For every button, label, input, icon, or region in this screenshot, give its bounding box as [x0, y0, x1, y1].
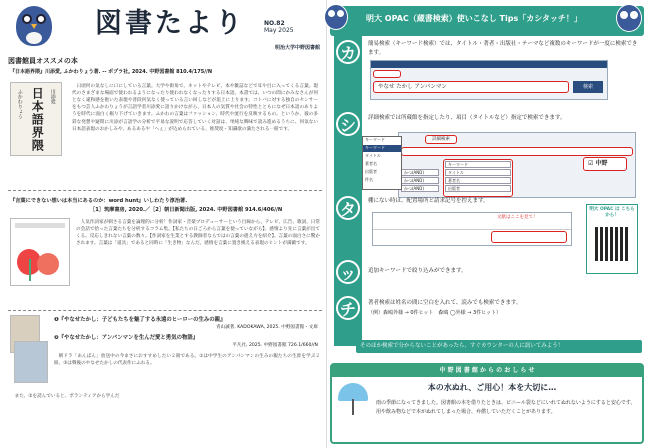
tip3-screenshot	[372, 212, 572, 246]
tip1-tab	[373, 70, 401, 78]
tip1-title: 簡易検索（キーワード検索）では、タイトル・著者・出版社・テーマなど複数のキーワードが一度に検索できます。	[368, 41, 638, 56]
book1-box	[8, 66, 322, 220]
notice-header: 中 野 図 書 館 か ら の お し ら せ	[332, 365, 642, 377]
tip2-location-row	[401, 147, 633, 156]
book3-pub1: 青山誠著. KADOKAWA, 2025. 中野図書館・文庫	[215, 325, 318, 330]
book2-text: 人気作詞家が刺さる言葉を論理的に分析！作詞家・音楽プロデューサーという目線から、テレビ、広告、歌詞、日常の会話で拾った言葉たちを分析するコラム集。【私たちの日ごろから言葉を使っていながら】、感情より先に言葉が出てくる。反応しきれない言葉の数々。【作詞家を生業とする教師者ならではの言葉の捉え方を紹介】、言葉の面白さに驚かされます。言葉は「道具」であると同時に「生き物」なんだ。感情を言葉に置き換える表現のヒントが満載です。	[76, 220, 320, 247]
book3-label1: ❶『やなせたかし：子どもたちを魅了する永遠のヒーローの生みの親』	[54, 317, 226, 323]
book3-label2: ❷『やなせたかし：アンパンマンを生んだ愛と勇気の物語』	[54, 335, 199, 341]
tips-bottom-note: そのほか検索で分からないことがあったら、すぐカウンターの人に訊いてみよう！	[356, 340, 642, 353]
tip1-search-button[interactable]: 検索	[573, 81, 603, 93]
cover-author: 川添愛	[49, 89, 56, 104]
notice-text: 雨の季節になってきました。図書館の本を借りたときは、ビニール袋などにいれてぬれないようにすると安心です。用や飲み物などで本がぬれてしまった場合、弁償していただくことがあります。	[376, 400, 636, 415]
book1-text: 日頃何の気なしに口にしている言葉。大学や街角で、ネットやテレビ、本や雑誌などで耳や目に入ってくる言葉。現代のさまざまな場面で使われるようになったり使われなくなったりする日本語。本書では、いつの間にかみなさんが何となく違和感を抱いた表現や普段何気なく使っている言い回しなどが俎上に上ります。コトバに対する独自のセンサーをもつ芸人ふかわりょうが言語学者川添愛に語りかけながら、日本人の気質や社会の特性とともになぜ日本語のありようを時代に面白く掘り下げていきます。ふかわの言葉はファッション、時代や流行を反映するもの。というか、彼の多彩な発想や疑問に川添が言語学の分析で平易な説明で応答していく対話は、単純な興味で読み進めるうちに、何気ない日本語表現のおかしみや、あるあるや「へぇ」が込められている、推奨度・知識欲の満たされる一冊です。	[72, 84, 318, 132]
tip2-dropdown-list: キーワード キーワード タイトル 著者名 出版者 件名	[362, 136, 402, 190]
book2-sub: ［1］筑摩書房, 2020.／［2］朝日新聞出版, 2024. 中野図書館 914.6/406//N	[90, 207, 283, 213]
kana-ta: タ	[336, 196, 360, 220]
book3-pub2: 平凡社, 2025. 中野図書館 726.1/660//N	[232, 343, 318, 348]
book3-box	[8, 313, 322, 445]
tip2	[365, 114, 642, 194]
tip3-note: 文献はここを見て！	[497, 215, 538, 220]
kana-ka: カ	[336, 40, 360, 64]
book3-cover2	[14, 341, 48, 383]
tip2-title: 詳細検索では所蔵館を指定したり、項目（タイトルなど）指定で検索できます。	[368, 115, 566, 121]
library-name: 明治大学中野図書館	[275, 45, 321, 51]
tip2-and-stack: かつ(AND) かつ(AND) かつ(AND)	[401, 169, 439, 193]
tip1-input-value: やなせ たかし アンパンマン	[378, 84, 447, 90]
tip5-example: （例）森鴎外様 → 0件ヒット 森鴎 ◯外様 → 3件ヒット）	[368, 310, 501, 316]
tip2-field-stack: キーワード タイトル 著者名 出版者	[443, 159, 513, 197]
owl-mascot-left	[322, 2, 350, 32]
book1-citation: 『日本語界隈』川添愛, ふかわりょう著. -- ポプラ社, 2024. 中野図書館 810.4/175//N	[10, 69, 213, 75]
book2-heading: 『言葉にできない想いは本当にあるのか：word hunt』いしわたり淳治著.	[10, 198, 188, 204]
book1-cover	[10, 82, 62, 156]
issue-number: NO.82	[264, 20, 285, 27]
cover-author: ふかわりょう	[16, 89, 23, 119]
tip2-tab[interactable]: 詳細検索	[425, 135, 457, 144]
tip2-screenshot	[398, 132, 636, 198]
section-heading: 図書館員オススメの本	[8, 57, 322, 67]
kana-chi: チ	[336, 296, 360, 320]
tip1-screenshot	[370, 60, 608, 100]
owl-mascot-right	[614, 2, 644, 34]
tip2-nakano-check[interactable]: ☑ 中野	[583, 157, 627, 171]
qr-code[interactable]	[595, 227, 629, 261]
page-title: 図書たより	[95, 8, 245, 39]
book2-box	[8, 198, 322, 306]
tip4	[368, 264, 642, 294]
book3-text: 朝ドラ「あんぱん」放送中の今まさにおすすめしたい２冊である。①は中学生のアンパンマンの生みの親たちの生涯を学ぶ２冊。③は戦後のやなせたかしの代表作にふれる。	[54, 354, 320, 367]
cover-title: 日本語界隈	[30, 87, 45, 152]
tip5	[368, 296, 642, 326]
tip3-title: 棚にない時は、配置場所と請求記号を控えます。	[368, 198, 489, 204]
notice-title: 本の水ぬれ、ご用心！本を大切に…	[427, 383, 557, 392]
kana-tsu: ッ	[336, 260, 360, 284]
book2-cover	[10, 218, 70, 286]
kana-shi: シ	[336, 112, 360, 136]
tip4-title: 追加キーワードで絞り込みができます。	[368, 268, 467, 274]
issue-info	[264, 20, 294, 34]
tip1	[368, 40, 642, 104]
tip1-search-input[interactable]	[373, 81, 569, 93]
tip5-title: 著者検索は姓名の間に空白を入れて、読みでも検索できます。	[368, 300, 522, 306]
tips-heading: 明大 OPAC（蔵書検索）使いこなし Tips「カシタッチ！」	[366, 14, 582, 23]
tip3	[368, 196, 642, 256]
book3-footer: また、②を読んでいると、ボランティアから学んだ	[14, 394, 120, 399]
opac-badge[interactable]: 明大 OPAC は こちらから！	[586, 204, 638, 274]
notice-box	[330, 363, 644, 444]
issue-date: May 2025	[264, 27, 294, 35]
owl-mascot	[12, 2, 56, 50]
tips-header	[330, 6, 644, 36]
